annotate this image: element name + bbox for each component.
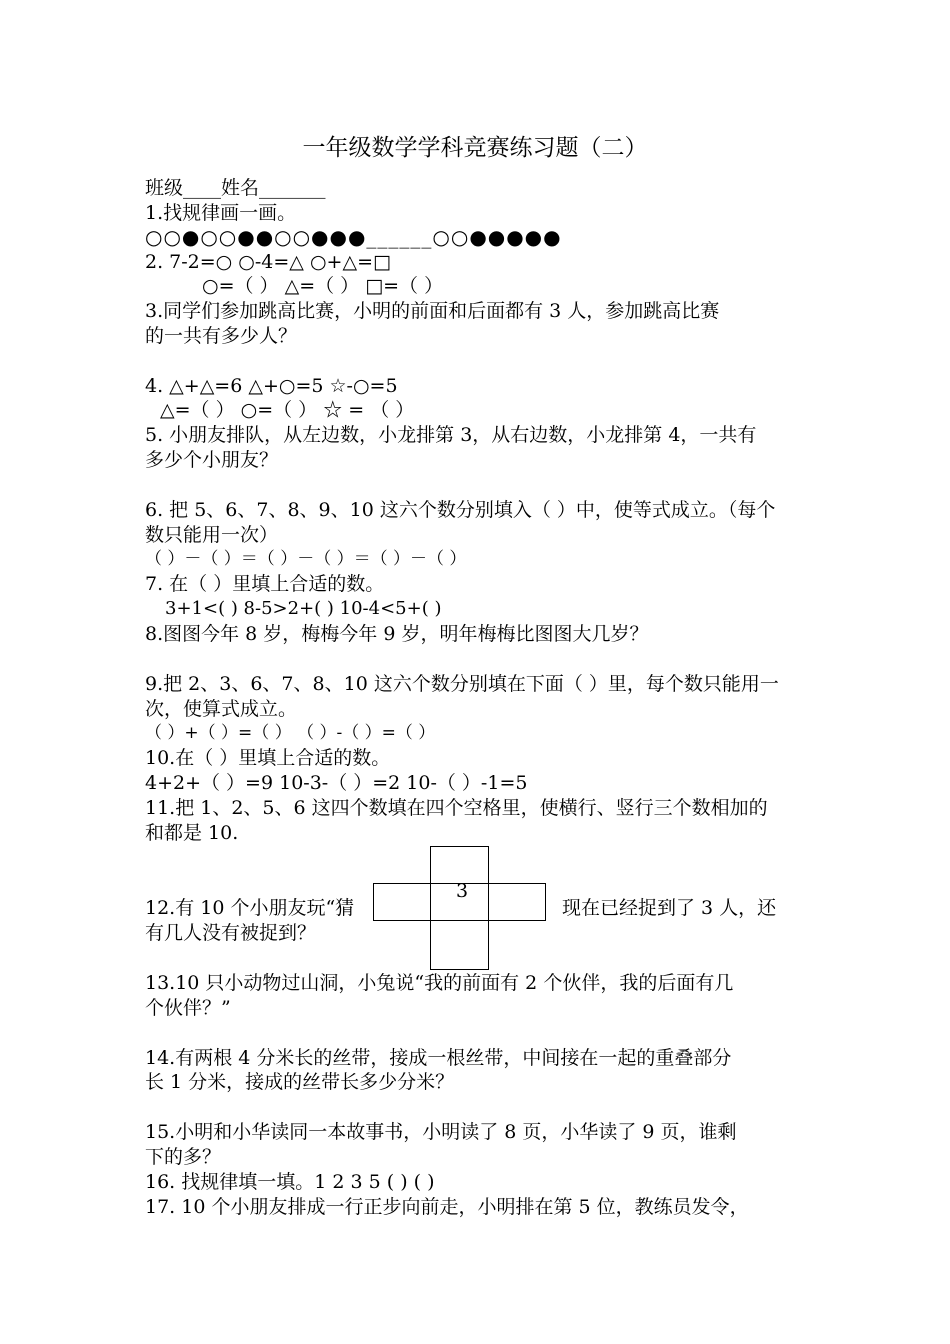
question-3-line-2: 的一共有多少人？ (145, 325, 298, 347)
cross-cell-left[interactable] (373, 883, 431, 921)
question-6-line-2: 数只能用一次） (145, 524, 279, 546)
question-1-pattern: ○○●○○●●○○●●●______○○●●●●● (145, 225, 562, 249)
question-13-line-1: 13.10 只小动物过山洞，小兔说“我的前面有 2 个伙伴，我的后面有几 (145, 972, 734, 994)
question-6-line-1: 6. 把 5、6、7、8、9、10 这六个数分别填入（ ）中，使等式成立。（每个 (145, 499, 776, 521)
question-5-line-2: 多少个小朋友？ (145, 449, 279, 471)
question-12-line-2: 有几人没有被捉到？ (145, 922, 317, 944)
question-12-line-1-start: 12.有 10 个小朋友玩“猜 (145, 897, 355, 919)
question-3-line-1: 3.同学们参加跳高比赛，小明的前面和后面都有 3 人，参加跳高比赛 (145, 300, 720, 322)
question-8: 8.图图今年 8 岁，梅梅今年 9 岁，明年梅梅比图图大几岁？ (145, 623, 649, 645)
worksheet-title: 一年级数学学科竞赛练习题（二） (302, 135, 648, 161)
question-2: 2. 7-2=○ ○-4=△ ○+△=□ (145, 251, 391, 273)
question-6-equation: （ ）－（ ）＝（ ）－（ ）＝（ ）－（ ） (145, 549, 467, 569)
question-7-blanks: 3+1<( ) 8-5>2+( ) 10-4<5+( ) (165, 598, 442, 619)
question-11-line-1: 11.把 1、2、5、6 这四个数填在四个空格里，使横行、竖行三个数相加的 (145, 797, 768, 819)
question-9-line-2: 次，使算式成立。 (145, 698, 298, 720)
question-4: 4. △+△=6 △+○=5 ☆-○=5 (145, 375, 398, 397)
question-12-line-1-end: 现在已经捉到了 3 人，还 (562, 897, 777, 919)
class-name-line: 班级____姓名_______ (145, 177, 326, 199)
question-17: 17. 10 个小朋友排成一行正步向前走，小明排在第 5 位，教练员发令， (145, 1196, 749, 1218)
cross-center-number: 3 (455, 880, 469, 902)
question-15-line-1: 15.小明和小华读同一本故事书，小明读了 8 页，小华读了 9 页，谁剩 (145, 1121, 737, 1143)
cross-cell-right[interactable] (488, 883, 546, 921)
question-11-line-2: 和都是 10. (145, 822, 239, 844)
question-14-line-2: 长 1 分米，接成的丝带长多少分米？ (145, 1071, 455, 1093)
question-1: 1.找规律画一画。 (145, 202, 297, 224)
question-4-answers: △=（ ） ○=（ ） ☆ = （ ） (160, 399, 415, 421)
question-14-line-1: 14.有两根 4 分米长的丝带，接成一根丝带，中间接在一起的重叠部分 (145, 1047, 732, 1069)
question-7: 7. 在（ ）里填上合适的数。 (145, 573, 385, 595)
question-13-line-2: 个伙伴？” (145, 997, 231, 1019)
question-9-equations: （ ）+（ ）=（ ） （ ）-（ ）=（ ） (145, 723, 436, 743)
question-10: 10.在（ ）里填上合适的数。 (145, 747, 391, 769)
question-10-equations: 4+2+（ ）=9 10-3-（ ）=2 10-（ ）-1=5 (145, 772, 528, 794)
question-15-line-2: 下的多？ (145, 1146, 222, 1168)
question-5-line-1: 5. 小朋友排队，从左边数，小龙排第 3，从右边数，小龙排第 4，一共有 (145, 424, 757, 446)
cross-cell-bottom[interactable] (430, 920, 489, 970)
question-16: 16. 找规律填一填。1 2 3 5 ( ) ( ) (145, 1171, 435, 1193)
question-2-answers: ○=（ ） △=（ ） □=（ ） (202, 275, 444, 297)
question-9-line-1: 9.把 2、3、6、7、8、10 这六个数分别填在下面（ ）里，每个数只能用一 (145, 673, 779, 695)
